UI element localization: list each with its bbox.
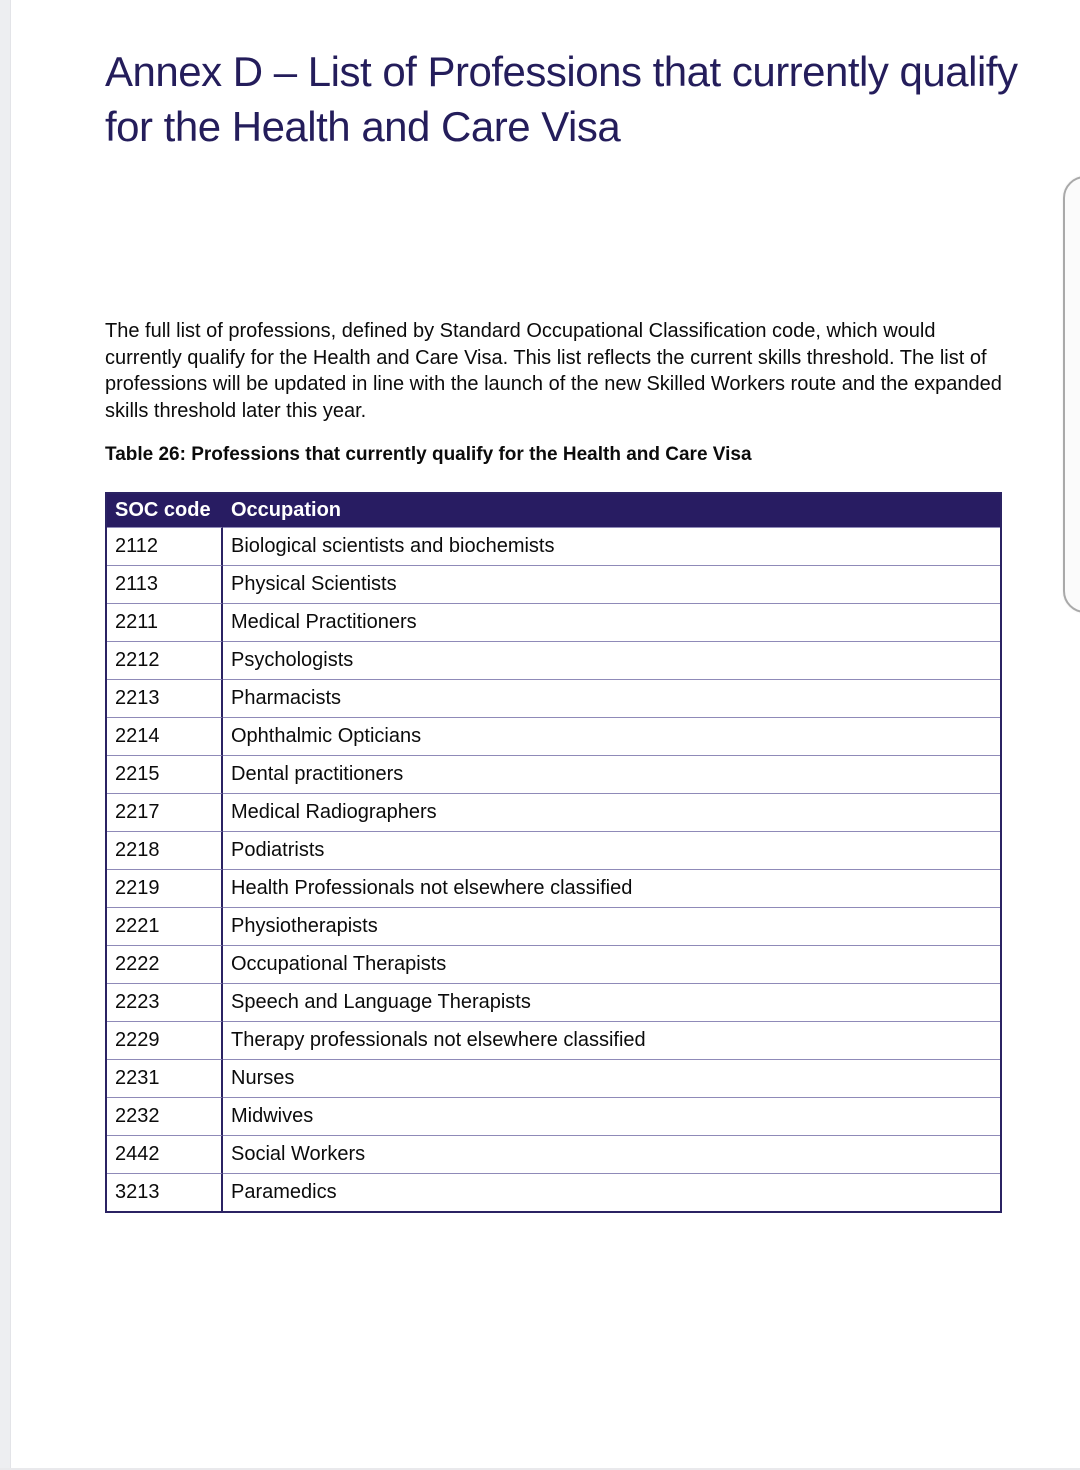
soc-code-cell: 2112: [107, 527, 223, 565]
table-row: [107, 907, 1000, 945]
table-row: [107, 1059, 1000, 1097]
page-content: [105, 44, 1018, 1213]
table-row: [107, 983, 1000, 1021]
table-row: [107, 1021, 1000, 1059]
table-caption: Table 26: Professions that currently qualify for the Health and Care Visa: [105, 444, 752, 465]
occupation-cell: Ophthalmic Opticians: [223, 717, 1000, 755]
table-row: [107, 527, 1000, 565]
occupation-cell: Midwives: [223, 1097, 1000, 1135]
table-header: [107, 494, 1000, 527]
professions-table: [105, 492, 1002, 1213]
soc-code-cell: 2212: [107, 641, 223, 679]
occupation-cell: Dental practitioners: [223, 755, 1000, 793]
soc-code-cell: 2113: [107, 565, 223, 603]
table-row: [107, 565, 1000, 603]
table-row: [107, 603, 1000, 641]
occupation-cell: Therapy professionals not elsewhere classified: [223, 1021, 1000, 1059]
occupation-cell: Pharmacists: [223, 679, 1000, 717]
soc-code-cell: 3213: [107, 1173, 223, 1211]
occupation-cell: Medical Practitioners: [223, 603, 1000, 641]
occupation-cell: Health Professionals not elsewhere classified: [223, 869, 1000, 907]
occupation-cell: Physiotherapists: [223, 907, 1000, 945]
table-row: [107, 793, 1000, 831]
column-header-occupation: Occupation: [223, 494, 1000, 527]
soc-code-cell: 2222: [107, 945, 223, 983]
soc-code-cell: 2229: [107, 1021, 223, 1059]
table-row: [107, 1173, 1000, 1211]
occupation-cell: Social Workers: [223, 1135, 1000, 1173]
occupation-cell: Paramedics: [223, 1173, 1000, 1211]
soc-code-cell: 2223: [107, 983, 223, 1021]
soc-code-cell: 2232: [107, 1097, 223, 1135]
soc-code-cell: 2218: [107, 831, 223, 869]
column-header-soc-code: SOC code: [107, 494, 223, 527]
table-row: [107, 679, 1000, 717]
soc-code-cell: 2211: [107, 603, 223, 641]
scrollbar-thumb[interactable]: [1063, 176, 1080, 613]
soc-code-cell: 2213: [107, 679, 223, 717]
soc-code-cell: 2221: [107, 907, 223, 945]
document-page: [11, 0, 1080, 1470]
viewer-left-gutter: [0, 0, 11, 1470]
table-row: [107, 945, 1000, 983]
occupation-cell: Occupational Therapists: [223, 945, 1000, 983]
soc-code-cell: 2217: [107, 793, 223, 831]
table-row: [107, 1097, 1000, 1135]
table-header-row: [107, 494, 1000, 527]
page-title: Annex D – List of Professions that currently qualify for the Health and Care Visa: [105, 48, 1018, 150]
occupation-cell: Speech and Language Therapists: [223, 983, 1000, 1021]
soc-code-cell: 2442: [107, 1135, 223, 1173]
occupation-cell: Physical Scientists: [223, 565, 1000, 603]
table-row: [107, 717, 1000, 755]
occupation-cell: Medical Radiographers: [223, 793, 1000, 831]
soc-code-cell: 2219: [107, 869, 223, 907]
soc-code-cell: 2214: [107, 717, 223, 755]
intro-paragraph: The full list of professions, defined by Standard Occupational Classification code, which would currently qualify for the Health and Care Visa. This list reflects the current skills threshold. The list of professions will be updated in line with the launch of the new Skilled Workers route and the expanded skills threshold later this year.: [105, 320, 1002, 422]
occupation-cell: Podiatrists: [223, 831, 1000, 869]
table-row: [107, 869, 1000, 907]
table-row: [107, 831, 1000, 869]
table-row: [107, 641, 1000, 679]
soc-code-cell: 2231: [107, 1059, 223, 1097]
soc-code-cell: 2215: [107, 755, 223, 793]
occupation-cell: Biological scientists and biochemists: [223, 527, 1000, 565]
table-row: [107, 1135, 1000, 1173]
occupation-cell: Nurses: [223, 1059, 1000, 1097]
occupation-cell: Psychologists: [223, 641, 1000, 679]
table-row: [107, 755, 1000, 793]
table-body: [107, 527, 1000, 1211]
